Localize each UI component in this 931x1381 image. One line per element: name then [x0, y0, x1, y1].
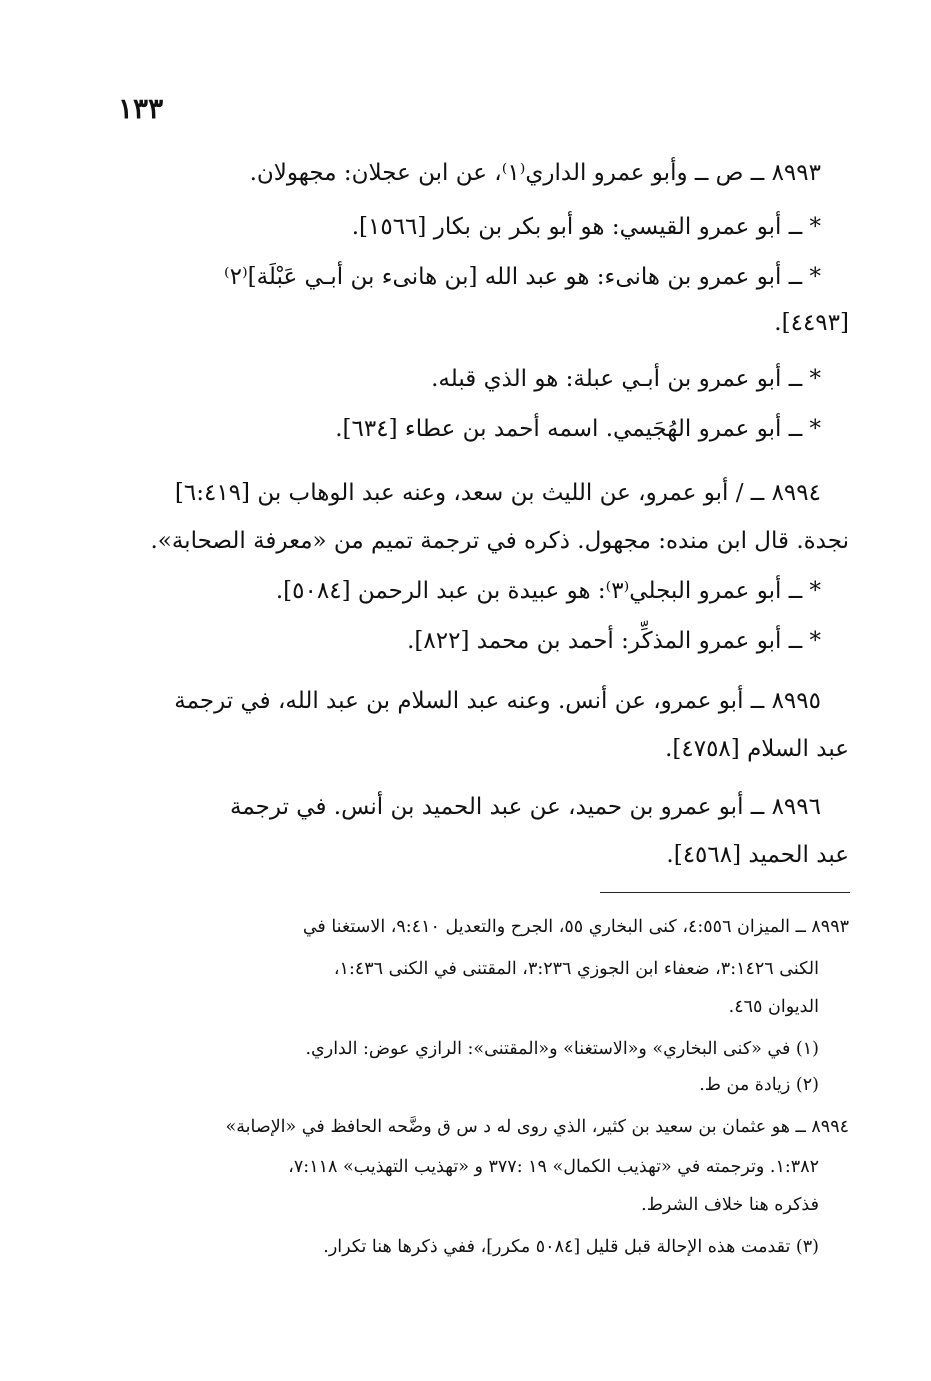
- footnote-line: الكنى ٣:١٤٢٦، ضعفاء ابن الجوزي ٣:٢٣٦، المقتنى في الكنى ١:٤٣٦،: [333, 959, 819, 979]
- footnote-line: ١:٣٨٢. وترجمته في «تهذيب الكمال» ١٩ :٣٧٧ و «تهذيب التهذيب» ٧:١١٨،: [288, 1157, 819, 1177]
- footnote-line: ٨٩٩٣ ــ الميزان ٤:٥٥٦، كنى البخاري ٥٥، الجرح والتعديل ٩:٤١٠، الاستغنا في: [302, 917, 849, 937]
- entry-line: * ــ أبو عمرو الهُجَيمي. اسمه أحمد بن عطاء [٦٣٤].: [335, 416, 821, 442]
- entry-line: ٨٩٩٤ ــ / أبو عمرو، عن الليث بن سعد، وعنه عبد الوهاب بن [٦:٤١٩]: [174, 480, 821, 506]
- entry-line: [٤٤٩٣].: [774, 310, 849, 336]
- page-number: ١٣٣: [118, 92, 164, 125]
- footnote-line: الديوان ٤٦٥.: [728, 997, 819, 1017]
- entry-line: * ــ أبو عمرو بن هانىء: هو عبد الله [بن هانىء بن أبـي عَبْلَة]⁽٢⁾: [223, 264, 821, 290]
- footnote-line: (٢) زيادة من ط.: [699, 1075, 819, 1095]
- entry-line: ٨٩٩٣ ــ ص ــ وأبو عمرو الداري⁽١⁾، عن ابن عجلان: مجهولان.: [249, 160, 821, 186]
- footnote-line: (١) في «كنى البخاري» و«الاستغنا» و«المقتنى»: الرازي عوض: الداري.: [305, 1039, 819, 1059]
- footnote-line: فذكره هنا خلاف الشرط.: [641, 1195, 819, 1215]
- footnote-line: (٣) تقدمت هذه الإحالة قبل قليل [٥٠٨٤ مكرر]، ففي ذكرها هنا تكرار.: [323, 1237, 819, 1257]
- entry-line: ٨٩٩٦ ــ أبو عمرو بن حميد، عن عبد الحميد بن أنس. في ترجمة: [230, 794, 821, 820]
- entry-line: ٨٩٩٥ ــ أبو عمرو، عن أنس. وعنه عبد السلام بن عبد الله، في ترجمة: [174, 688, 821, 714]
- entry-line: * ــ أبو عمرو المذكِّر: أحمد بن محمد [٨٢٢].: [407, 628, 821, 654]
- footnote-separator: [600, 892, 850, 893]
- footnote-line: ٨٩٩٤ ــ هو عثمان بن سعيد بن كثير، الذي روى له د س ق وضَّحه الحافظ في «الإصابة»: [225, 1117, 849, 1137]
- entry-line: عبد السلام [٤٧٥٨].: [665, 736, 849, 762]
- entry-line: * ــ أبو عمرو القيسي: هو أبو بكر بن بكار [١٥٦٦].: [351, 214, 821, 240]
- entry-line: * ــ أبو عمرو بن أبـي عبلة: هو الذي قبله.: [431, 366, 821, 392]
- entry-line: نجدة. قال ابن منده: مجهول. ذكره في ترجمة تميم من «معرفة الصحابة».: [150, 528, 849, 554]
- entry-line: عبد الحميد [٤٥٦٨].: [666, 842, 849, 868]
- entry-line: * ــ أبو عمرو البجلي⁽٣⁾: هو عبيدة بن عبد الرحمن [٥٠٨٤].: [275, 578, 821, 604]
